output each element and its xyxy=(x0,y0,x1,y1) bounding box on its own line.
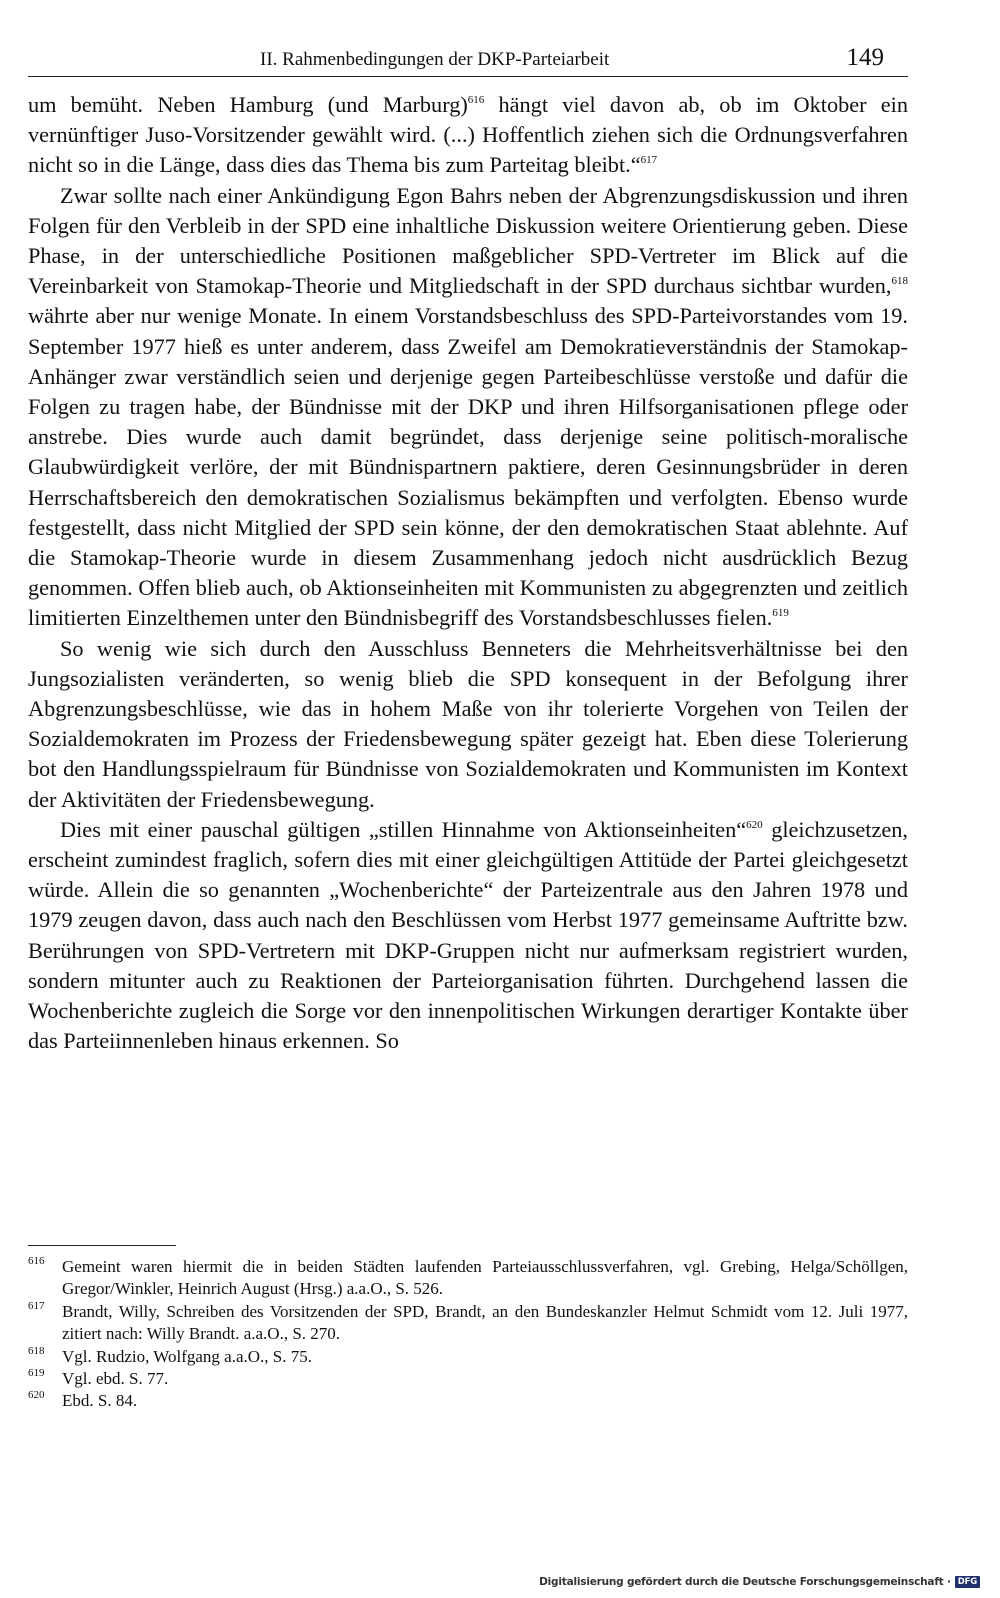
footnote-620 xyxy=(28,1390,908,1412)
page-header xyxy=(28,46,908,77)
paragraph-4-text-a: Dies mit einer pauschal gültigen „stillen Hinnahme von Aktionseinheiten“ xyxy=(60,816,747,842)
paragraph-1-text-a: um bemüht. Neben Hamburg (und Marburg) xyxy=(28,92,468,117)
footnote-618 xyxy=(28,1346,908,1368)
footnote-ref-618: 618 xyxy=(891,275,908,288)
dfg-logo: DFG xyxy=(955,1576,980,1588)
paragraph-1 xyxy=(28,90,908,181)
footnote-text: Brandt, Willy, Schreiben des Vorsitzenden der SPD, Brandt, an den Bundeskanzler Helmut Schmidt vom 12. Juli 1977, zitiert nach: Willy Brandt. a.a.O., S. 270. xyxy=(62,1301,908,1344)
paragraph-1-text-b: hängt viel davon ab, ob im Oktober ein vernünftiger Juso-Vorsitzender gewählt wird. (...) Hoffentlich ziehen sich die Ordnungsverfahren nicht so in die Länge, dass dies das Thema bis zum Parteitag bleibt.“ xyxy=(28,92,909,178)
footnote-text: Ebd. S. 84. xyxy=(62,1391,138,1411)
footnote-number: 617 xyxy=(28,1299,45,1312)
digitization-credit xyxy=(539,1572,980,1592)
main-text xyxy=(28,90,908,1057)
footnote-616 xyxy=(28,1256,908,1301)
footnote-text: Vgl. Rudzio, Wolfgang a.a.O., S. 75. xyxy=(62,1346,312,1366)
footnote-text: Vgl. ebd. S. 77. xyxy=(62,1369,169,1389)
footnote-ref-620: 620 xyxy=(746,818,763,831)
footnote-ref-616: 616 xyxy=(467,94,485,106)
paragraph-2-text-a: Zwar sollte nach einer Ankündigung Egon Bahrs neben der Abgrenzungsdiskussion und ihren Folgen für den Verbleib in der SPD eine inhaltliche Diskussion weitere Orientierung geben. Diese Phase, in der unterschiedliche Positionen maßgeblicher SPD-Vertreter im Blick auf die Vereinbarkeit von Stamokap-Theorie und Mitgliedschaft in der SPD durchaus sichtbar wurden, xyxy=(28,182,908,299)
footnotes xyxy=(28,1256,908,1413)
page-number: 149 xyxy=(846,44,884,71)
footnote-617 xyxy=(28,1301,908,1346)
footnote-number: 619 xyxy=(28,1367,45,1380)
paragraph-4 xyxy=(28,815,908,1057)
footnote-text: Gemeint waren hiermit die in beiden Städten laufenden Parteiausschlussverfahren, vgl. Grebing, Helga/Schöllgen, Gregor/Winkler, Heinrich August (Hrsg.) a.a.O., S. 526. xyxy=(62,1257,908,1299)
paragraph-3: So wenig wie sich durch den Ausschluss Benneters die Mehrheitsverhältnisse bei den Jungsozialisten veränderten, so wenig blieb die SPD konsequent in der Befolgung ihrer Abgrenzungsbeschlüsse, wie das in hohem Maße von ihr tolerierte Vorgehen von Teilen der Sozialdemokraten im Prozess der Friedensbewegung später gezeigt hat. Eben diese Tolerierung bot den Handlungsspielraum für Bündnisse von Sozialdemokraten und Kommunisten im Kontext der Aktivitäten der Friedensbewegung. xyxy=(28,635,908,812)
footnote-separator xyxy=(28,1245,176,1246)
footnote-number: 620 xyxy=(28,1389,45,1402)
paragraph-2 xyxy=(28,181,908,634)
credit-text: Digitalisierung gefördert durch die Deutsche Forschungsgemeinschaft · xyxy=(539,1576,951,1588)
footnote-number: 618 xyxy=(28,1344,45,1357)
paragraph-2-text-b: währte aber nur wenige Monate. In einem Vorstandsbeschluss des SPD-Parteivorstandes vom 19. September 1977 hieß es unter anderem, dass Zweifel am Demokratieverständnis der Stamokap-Anhänger zwar verständlich seien und derjenige gegen Parteibeschlüsse verstoße und dafür die Folgen zu tragen habe, der Bündnisse mit der DKP und ihren Hilfsorganisationen pflege oder anstrebe. Dies wurde auch damit begründet, dass derjenige seine politisch-moralische Glaubwürdigkeit verlöre, der mit Bündnispartnern paktiere, deren Gesinnungsbrüder in deren Herrschaftsbereich den demokratischen Sozialismus bekämpften und verfolgten. Ebenso wurde festgestellt, dass nicht Mitglied der SPD sein könne, der den demokratischen Staat ablehnte. Auf die Stamokap-Theorie wurde in diesem Zusammenhang jedoch nicht ausdrücklich Bezug genommen. Offen blieb auch, ob Aktionseinheiten mit Kommunisten zu abgegrenzten und zeitlich limitierten Einzelthemen unter den Bündnisbegriff des Vorstandsbeschlusses fielen. xyxy=(28,303,908,631)
paragraph-4-text-b: gleichzusetzen, erscheint zumindest fraglich, sofern dies mit einer gleichgültigen Attitüde der Partei gleichgesetzt würde. Allein die so genannten „Wochenberichte“ der Parteizentrale aus den Jahren 1978 und 1979 zeugen davon, dass auch nach den Beschlüssen vom Herbst 1977 gemeinsame Auftritte bzw. Berührungen von SPD-Vertretern mit DKP-Gruppen nicht nur aufmerksam registriert wurden, sondern mitunter auch zu Reaktionen der Parteiorganisation führten. Durchgehend lassen die Wochenberichte zugleich die Sorge vor den innenpolitischen Wirkungen derartiger Kontakte über das Parteiinnenleben hinaus erkennen. So xyxy=(28,816,909,1054)
footnote-number: 616 xyxy=(28,1255,45,1267)
running-title: II. Rahmenbedingungen der DKP-Parteiarbeit xyxy=(260,49,610,70)
footnote-ref-617: 617 xyxy=(640,154,658,167)
footnote-619 xyxy=(28,1368,908,1390)
footnote-ref-619: 619 xyxy=(772,607,789,620)
